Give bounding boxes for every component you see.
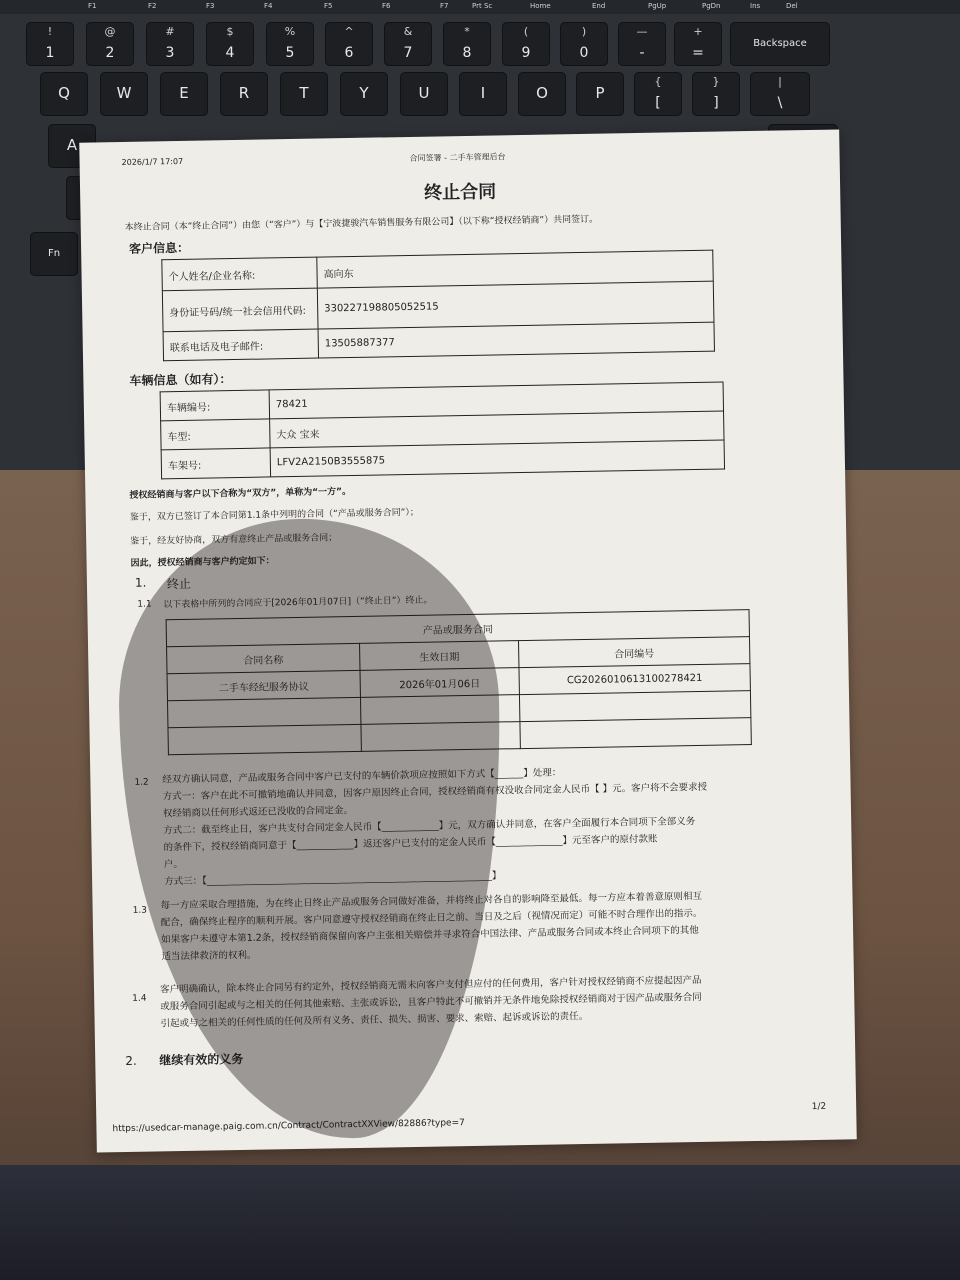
- key-f2[interactable]: F2: [148, 2, 157, 10]
- section-1-title: 终止: [166, 576, 192, 592]
- document-title: 终止合同: [423, 181, 497, 204]
- key-i[interactable]: I: [459, 72, 507, 116]
- clause-1-4-number: 1.4: [132, 993, 147, 1004]
- key-f3[interactable]: F3: [206, 2, 215, 10]
- cell-label: 身份证号码/统一社会信用代码:: [162, 288, 318, 332]
- key-6[interactable]: ^ 6: [325, 22, 373, 66]
- clause-1-1-number: 1.1: [137, 599, 152, 610]
- section-2-title: 继续有效的义务: [159, 1051, 244, 1068]
- cell-value: 大众 宝来: [270, 411, 724, 448]
- vehicle-info-table: [160, 382, 725, 480]
- key-4[interactable]: $ 4: [206, 22, 254, 66]
- clause-line: 配合，确保终止程序的顺利开展。客户同意遵守授权经销商在终止日之前、当日及之后（视情况而定）可能不时合理作出的指示。: [160, 907, 703, 929]
- cell-contract-number: [519, 691, 750, 722]
- party-note: 授权经销商与客户以下合称为“双方”，单称为“一方”。: [129, 487, 352, 501]
- clause-line: 户。: [163, 859, 183, 871]
- cell-value: 13505887377: [318, 322, 714, 358]
- key-w[interactable]: W: [100, 72, 148, 116]
- cell-label: 个人姓名/企业名称:: [162, 257, 318, 291]
- section-1-number: 1.: [134, 575, 147, 590]
- printed-contract-page: [79, 129, 857, 1152]
- cell-label: 联系电话及电子邮件:: [163, 329, 318, 361]
- clause-1-3-number: 1.3: [132, 905, 148, 916]
- key-9[interactable]: ( 9: [502, 22, 550, 66]
- cell-value: 78421: [269, 382, 723, 419]
- clause-line: 方式二：截至终止日，客户共支付合同定金人民币【____________】元，双方确认并同意，在客户全面履行本合同项下全部义务: [163, 816, 696, 837]
- key-minus[interactable]: — -: [618, 22, 666, 66]
- vehicle-info-label: 车辆信息（如有）：: [129, 372, 232, 388]
- clause-line: 或服务合同引起或与之相关的任何其他索赔、主张或诉讼，且客户特此不可撤销并无条件地免除授权经销商对于因产品或服务合同: [160, 991, 702, 1013]
- clause-line: 每一方应采取合理措施，为在终止日终止产品或服务合同做好准备，并将终止对各自的影响降至最低。每一方应本着善意原则相互: [160, 890, 703, 912]
- key-3[interactable]: # 3: [146, 22, 194, 66]
- key-1[interactable]: ! 1: [26, 22, 74, 66]
- cell-contract-name: [168, 724, 361, 754]
- cell-effective-date: [361, 722, 520, 752]
- key-f6[interactable]: F6: [382, 2, 391, 10]
- cell-effective-date: 2026年01月06日: [360, 668, 519, 698]
- dark-fabric: [0, 1165, 960, 1280]
- header-effective-date: 生效日期: [360, 641, 519, 671]
- key-equals[interactable]: + =: [674, 22, 722, 66]
- cell-value: 330227198805052515: [317, 281, 714, 329]
- cell-contract-number: [520, 718, 751, 749]
- key-prtsc[interactable]: Prt Sc: [472, 2, 493, 10]
- key-8[interactable]: * 8: [443, 22, 491, 66]
- key-end[interactable]: End: [592, 2, 606, 10]
- clause-line: 方式三：【____________________________________________________________】: [164, 870, 502, 888]
- section-2-number: 2.: [125, 1053, 137, 1069]
- key-f1[interactable]: F1: [88, 2, 97, 10]
- print-header-title: 合同签署 - 二手车管理后台: [409, 152, 506, 163]
- footer-url: https://usedcar-manage.paig.com.cn/Contract/ContractXXView/82886?type=7: [112, 1118, 465, 1135]
- customer-info-label: 客户信息：: [128, 240, 190, 256]
- page-number: 1/2: [811, 1101, 827, 1113]
- key-r[interactable]: R: [220, 72, 268, 116]
- contract-table: [166, 609, 752, 755]
- clause-line: 引起或与之相关的任何性质的任何及所有义务、责任、损失、损害、要求、索赔、起诉或诉讼的责任。: [160, 1010, 589, 1030]
- customer-info-table: [161, 250, 715, 362]
- key-pgup[interactable]: PgUp: [648, 2, 667, 10]
- clause-line: 适当法律救济的权利。: [161, 949, 257, 963]
- print-date: 2026/1/7 17:07: [121, 156, 184, 167]
- key-left-bracket[interactable]: { [: [634, 72, 682, 116]
- key-0[interactable]: ) 0: [560, 22, 608, 66]
- cell-effective-date: [360, 695, 519, 725]
- clause-1-3-text: [160, 886, 825, 966]
- clause-line: 经双方确认同意，产品或服务合同中客户已支付的车辆价款项应按照如下方式【______】处理：: [162, 767, 562, 786]
- key-right-bracket[interactable]: } ]: [692, 72, 740, 116]
- key-f7[interactable]: F7: [440, 2, 449, 10]
- cell-contract-name: [167, 697, 360, 727]
- table-caption: 产品或服务合同: [166, 610, 749, 647]
- whereas-1: 鉴于，双方已签订了本合同第1.1条中列明的合同（“产品或服务合同”）；: [129, 507, 419, 523]
- key-fn[interactable]: Fn: [30, 232, 78, 276]
- key-f5[interactable]: F5: [324, 2, 333, 10]
- key-ins[interactable]: Ins: [750, 2, 761, 10]
- cell-value: 高向东: [317, 250, 713, 288]
- key-pgdn[interactable]: PgDn: [702, 2, 721, 10]
- key-t[interactable]: T: [280, 72, 328, 116]
- cell-contract-number: CG2026010613100278421: [519, 664, 750, 695]
- clause-1-4-text: [160, 970, 827, 1033]
- key-o[interactable]: O: [518, 72, 566, 116]
- key-backspace[interactable]: Backspace: [730, 22, 830, 66]
- key-del[interactable]: Del: [786, 2, 798, 10]
- cell-label: 车架号:: [161, 448, 270, 479]
- cell-contract-name: 二手车经纪服务协议: [167, 670, 360, 700]
- header-contract-number: 合同编号: [519, 637, 750, 668]
- key-home[interactable]: Home: [530, 2, 551, 10]
- key-a[interactable]: A: [48, 124, 96, 168]
- cell-label: 车辆编号:: [160, 390, 269, 421]
- clause-1-1-text: 以下表格中所列的合同应于[2026年01月07日]（“终止日”）终止。: [163, 595, 433, 611]
- key-e[interactable]: E: [160, 72, 208, 116]
- header-contract-name: 合同名称: [167, 643, 360, 673]
- key-backslash[interactable]: | \: [750, 72, 810, 116]
- key-u[interactable]: U: [400, 72, 448, 116]
- key-7[interactable]: & 7: [384, 22, 432, 66]
- clause-1-2-number: 1.2: [134, 777, 149, 788]
- therefore-clause: 因此，授权经销商与客户约定如下：: [130, 556, 275, 569]
- function-key-row: [0, 0, 960, 14]
- clause-line: 权经销商以任何形式返还已没收的合同定金。: [162, 805, 354, 820]
- intro-paragraph: 本终止合同（本“终止合同”）由您（“客户”）与【宁波捷骏汽车销售服务有限公司】（以下称“授权经销商”）共同签订。: [124, 214, 599, 233]
- clause-line: 的条件下，授权经销商同意于【____________】返还客户已支付的定金人民币【______________】元至客户的原付款账: [163, 833, 658, 854]
- key-2[interactable]: @ 2: [86, 22, 134, 66]
- clause-line: 如果客户未遵守本第1.2条，授权经销商保留向客户主张相关赔偿并寻求符合中国法律、产品或服务合同或本终止合同项下的其他: [161, 925, 699, 946]
- cell-label: 车型:: [161, 419, 270, 450]
- key-y[interactable]: Y: [340, 72, 388, 116]
- key-q[interactable]: Q: [40, 72, 88, 116]
- cell-value: LFV2A2150B3555875: [270, 440, 724, 477]
- clause-line: 方式一：客户在此不可撤销地确认并同意，因客户原因终止合同，授权经销商有权没收合同定金人民币【 】元。客户将不会要求授: [162, 781, 708, 803]
- clause-line: 客户明确确认，除本终止合同另有约定外，授权经销商无需未向客户支付但应付的任何费用，客户针对授权经销商不应提起因产品: [159, 974, 702, 996]
- whereas-2: 鉴于，经友好协商，双方有意终止产品或服务合同；: [130, 533, 338, 547]
- key-p[interactable]: P: [576, 72, 624, 116]
- key-5[interactable]: % 5: [266, 22, 314, 66]
- clause-1-2-text: [162, 760, 824, 891]
- key-f4[interactable]: F4: [264, 2, 273, 10]
